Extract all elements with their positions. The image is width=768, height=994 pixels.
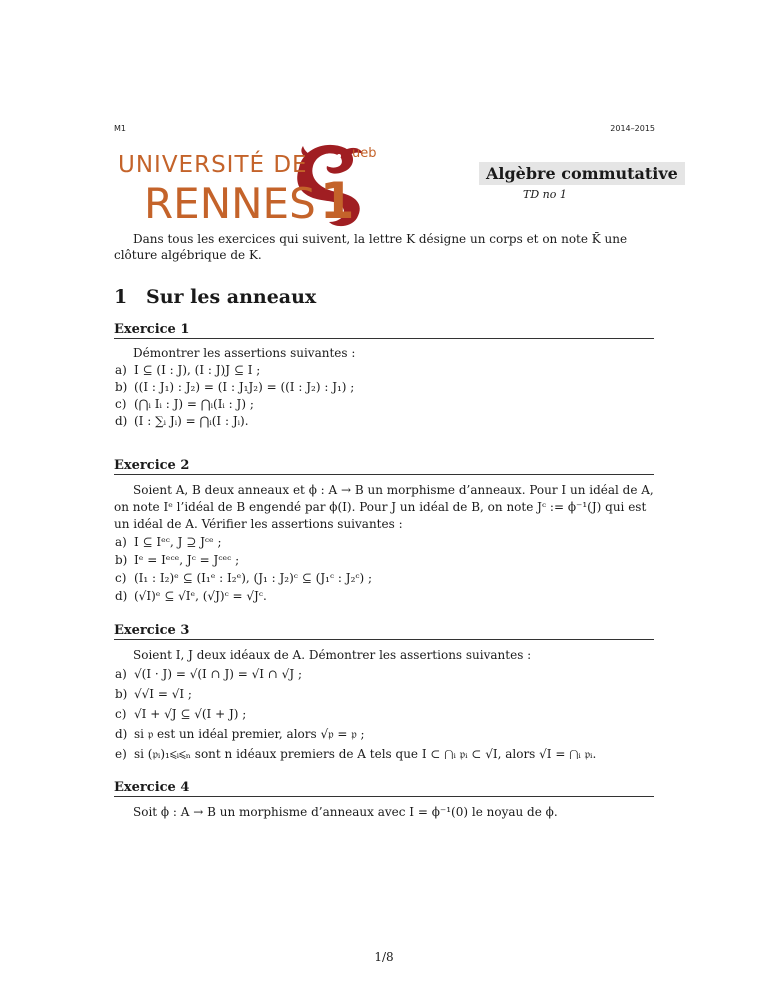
assertion-item: d) si 𝔭 est un idéal premier, alors √𝔭 = 𝔭 ; (115, 727, 365, 741)
intro-text: Dans tous les exercices qui suivent, la lettre K désigne un corps et on note K̄ une clôture algébrique de K. (114, 232, 628, 262)
assertion-item: a) I ⊆ (I : J), (I : J)J ⊆ I ; (115, 363, 261, 377)
assertion-item: b) ((I : J₁) : J₂) = (I : J₁J₂) = ((I : J₂) : J₁) ; (115, 380, 355, 394)
ueb-badge: ueb (352, 146, 377, 161)
exercise-statement: Soient A, B deux anneaux et ϕ : A → B un morphisme d’anneaux. Pour I un idéal de A, on note Iᵉ l’idéal de B engendé par ϕ(I). Pour J un idéal de B, on note Jᶜ := ϕ⁻¹(J) qui est un idéal de A. Vérifier les assertions suivantes : (114, 483, 654, 531)
header-right: 2014–2015 (610, 124, 655, 133)
exercise-body (114, 804, 654, 821)
university-logo (114, 140, 414, 230)
logo-rennes: RENNES (144, 179, 316, 228)
exercise-statement: Soient I, J deux idéaux de A. Démontrer les assertions suivantes : (133, 648, 532, 662)
assertion-item: b) Iᵉ = Iᵉᶜᵉ, Jᶜ = Jᶜᵉᶜ ; (115, 553, 240, 567)
exercise-body (114, 345, 654, 430)
section-title: Sur les anneaux (146, 286, 317, 308)
header-left: M1 (114, 124, 126, 133)
page-number: 1/8 (374, 950, 394, 964)
assertion-item: d) (I : ∑ᵢ Jᵢ) = ⋂ᵢ(I : Jᵢ). (115, 414, 249, 428)
document-subtitle: TD no 1 (523, 188, 567, 201)
document-title: Algèbre commutative (479, 162, 685, 185)
assertion-item: d) (√I)ᵉ ⊆ √Iᵉ, (√J)ᶜ = √Jᶜ. (115, 589, 267, 603)
exercise-title: Exercice 4 (114, 780, 654, 797)
exercise-title: Exercice 1 (114, 322, 654, 339)
exercise-statement: Démontrer les assertions suivantes : (133, 346, 356, 360)
assertion-item: c) (I₁ : I₂)ᵉ ⊆ (I₁ᵉ : I₂ᵉ), (J₁ : J₂)ᶜ ⊆ (J₁ᶜ : J₂ᶜ) ; (115, 571, 373, 585)
assertion-list (114, 362, 654, 430)
exercise-statement: Soit ϕ : A → B un morphisme d’anneaux avec I = ϕ⁻¹(0) le noyau de ϕ. (133, 805, 558, 819)
intro-paragraph (114, 231, 654, 263)
assertion-list (114, 664, 654, 764)
assertion-item: a) √(I · J) = √(I ∩ J) = √I ∩ √J ; (115, 667, 302, 681)
assertion-item: c) √I + √J ⊆ √(I + J) ; (115, 707, 247, 721)
logo-digit: 1 (319, 172, 355, 230)
assertion-item: a) I ⊆ Iᵉᶜ, J ⊇ Jᶜᵉ ; (115, 535, 222, 549)
exercise-body (114, 482, 654, 605)
assertion-item: c) (⋂ᵢ Iᵢ : J) = ⋂ᵢ(Iᵢ : J) ; (115, 397, 254, 411)
assertion-item: e) si (𝔭ᵢ)₁⩽ᵢ⩽ₙ sont n idéaux premiers de A tels que I ⊂ ⋂ᵢ 𝔭ᵢ ⊂ √I, alors √I = ⋂ᵢ 𝔭ᵢ. (115, 747, 597, 761)
logo-line2 (144, 172, 355, 230)
exercise-title: Exercice 2 (114, 458, 654, 475)
assertion-list (114, 533, 654, 605)
assertion-item: b) √√I = √I ; (115, 687, 192, 701)
exercise-body (114, 647, 654, 764)
exercise-title: Exercice 3 (114, 623, 654, 640)
section-number: 1 (114, 286, 128, 308)
section-heading (114, 286, 316, 308)
logo-line1: UNIVERSITÉ DE (118, 152, 308, 178)
